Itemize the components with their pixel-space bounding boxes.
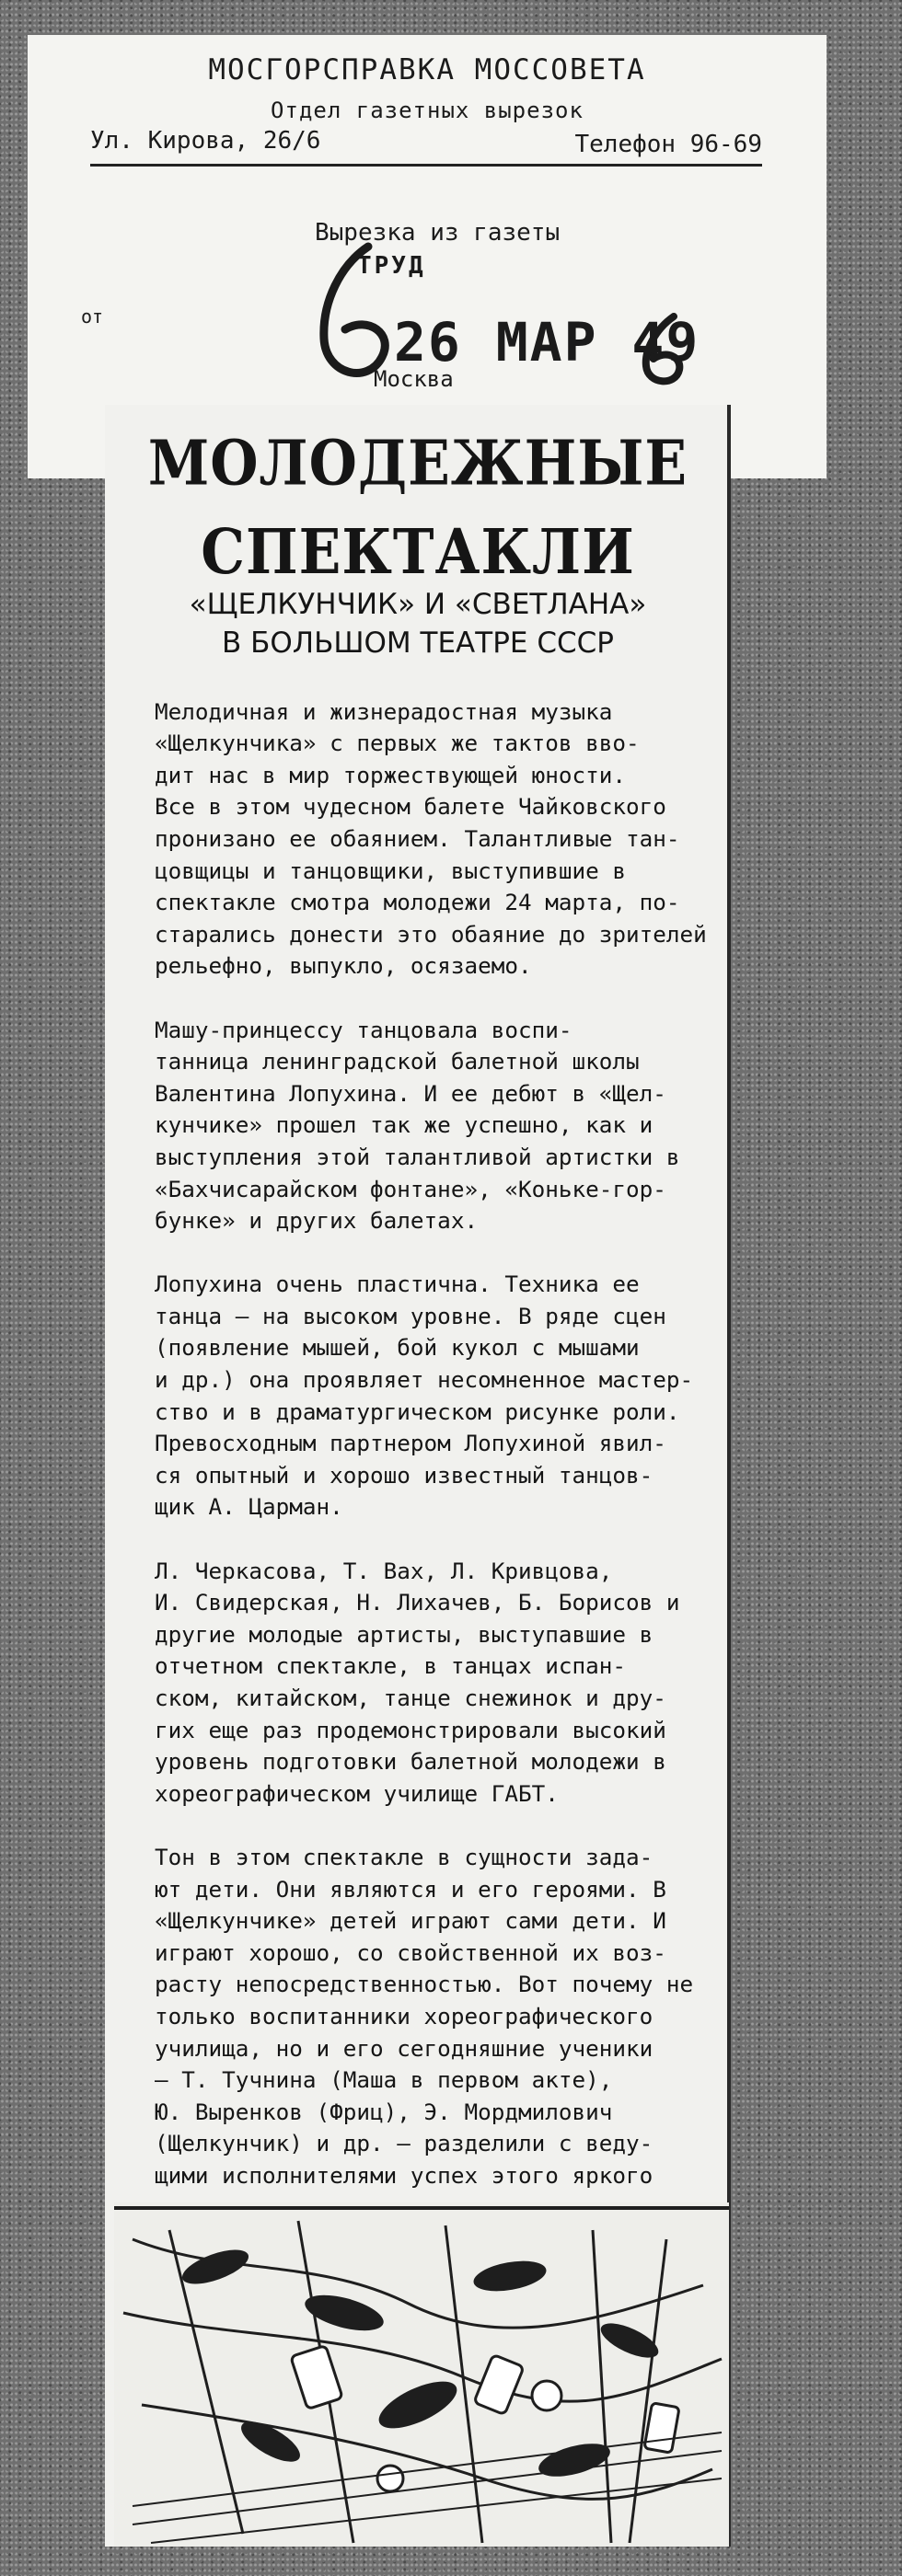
- clip-date-stamp: 26 МАР 49: [394, 311, 700, 374]
- paragraph: Тон в этом спектакле в сущности зада- ют дети. Они являются и его героями. В «Щелкунчике» детей играют сами дети. И играют хорошо, со свойственной их воз- расту непосредственностью. Вот почему не только воспитанники хореографического училища, но и его сегодняшние ученики — Т. Тучнина (Маша в первом акте), Ю. Выренков (Фриц), Э. Мордмилович (Щелкунчик) и др. — разделили с веду- щими исполнителями успех этого яркого: [155, 1843, 694, 2189]
- subheadline-line-2: В БОЛЬШОМ ТЕАТРЕ СССР: [222, 627, 614, 660]
- newspaper-article: [105, 405, 731, 2547]
- phone-number: Телефон 96-69: [574, 131, 762, 158]
- organization-name: МОСГОРСПРАВКА МОССОВЕТА: [208, 53, 646, 86]
- article-headline: МОЛОДЕЖНЫЕ СПЕКТАКЛИ: [147, 427, 688, 589]
- paragraph: Мелодичная и жизнерадостная музыка «Щелкунчика» с первых же тактов вво- дит нас в мир торжествующей юности. Все в этом чудесном балете Чайковского пронизано ее обаянием. Талантливые тан- цовщицы и танцовщики, выступившие в спектакле смотра молодежи 24 марта, по- старались донести это обаяние до зрителей рельефно, выпукло, осязаемо.: [155, 697, 707, 980]
- paragraph: Лопухина очень пластична. Техника ее танца — на высоком уровне. В ряде сцен (появление мышей, бой кукол с мышами и др.) она проявляет несомненное мастер- ство и в драматургическом рисунке роли. Превосходным партнером Лопухиной явил- ся опытный и хорошо известный танцов- щик А. Царман.: [155, 1271, 694, 1521]
- city: Москва: [374, 366, 454, 392]
- paragraph: Машу-принцессу танцовала воспи- танница ленинградской балетной школы Валентина Лопухина. И ее дебют в «Щел- кунчике» прошел так же успешно, как и выступления этой талантливой артистки в «Бахчисарайском фонтане», «Коньке-гор- бунке» и других балетах.: [155, 1016, 680, 1235]
- from-label: от: [81, 305, 104, 328]
- address: Ул. Кирова, 26/6: [90, 127, 321, 155]
- clip-label: Вырезка из газеты: [315, 219, 561, 247]
- ballet-illustration: [114, 2202, 729, 2547]
- subheadline-line-1: «ЩЕЛКУНЧИК» И «СВЕТЛАНА»: [189, 588, 647, 621]
- stamped-number-mark: [635, 309, 690, 392]
- paragraph: Л. Черкасова, Т. Вах, Л. Кривцова, И. Свидерская, Н. Лихачев, Б. Борисов и другие молодые артисты, выступавшие в отчетном спектакле, в танцах испан- ском, китайском, танце снежинок и дру- гих еще раз продемонстрировали высокий уровень подготовки балетной молодежи в хореографическом училище ГАБТ.: [155, 1557, 680, 1807]
- article-subheadline: [105, 585, 731, 662]
- newspaper-name: ТРУД: [357, 252, 426, 280]
- header-divider: [90, 164, 762, 167]
- department-name: Отдел газетных вырезок: [271, 98, 584, 123]
